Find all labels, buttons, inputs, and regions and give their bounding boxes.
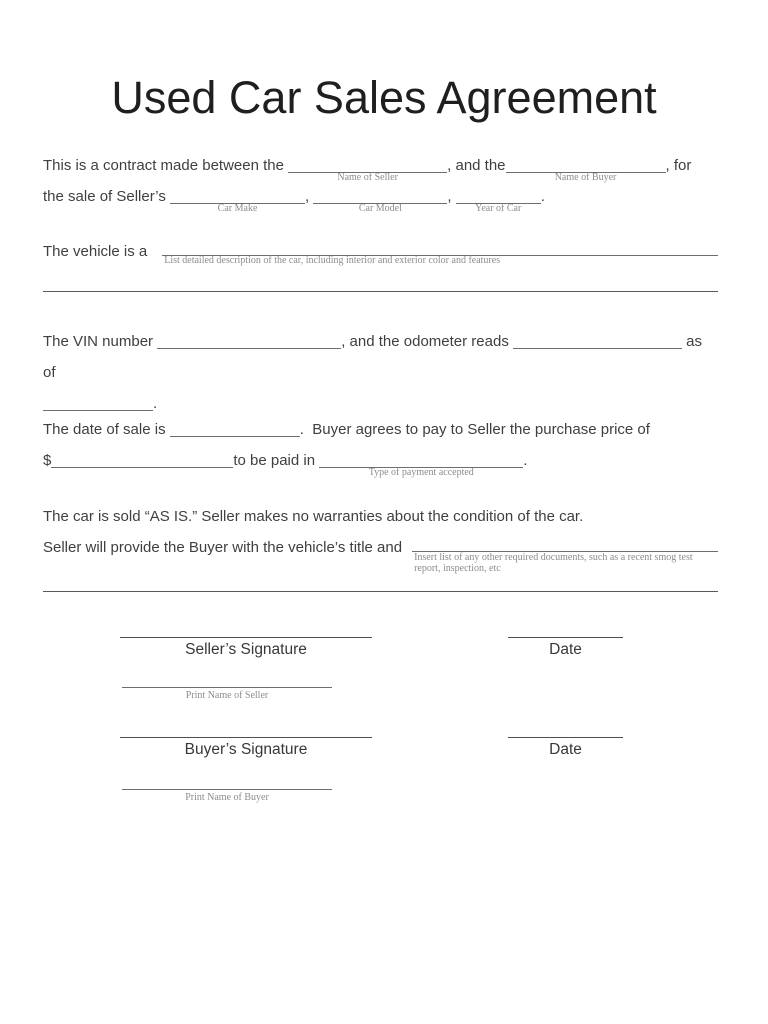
vehicle-description-caption: List detailed description of the car, including interior and exterior color and features [164,255,501,266]
vehicle-paragraph [43,236,718,267]
seller-name-caption: Name of Seller [337,172,398,183]
vin-text-2: , and the odometer reads [341,333,513,350]
seller-print-name-caption: Print Name of Seller [185,690,269,701]
intro-paragraph [43,150,718,212]
buyer-date-line [508,737,623,738]
vin-text-4: . [153,395,158,412]
buyer-print-name-line [122,789,332,790]
documents-blank [412,538,718,574]
intro-text-7: . [540,188,545,205]
car-model-caption: Car Model [358,203,402,214]
buyer-print-name-caption: Print Name of Buyer [185,792,269,803]
vehicle-description-line-2 [43,291,718,292]
seller-name-blank [288,159,447,183]
buyer-name-blank [506,159,666,183]
vehicle-text: The vehicle is a [43,243,148,260]
seller-signature-label: Seller’s Signature [185,641,307,658]
documents-line-2 [43,591,718,592]
provide-paragraph [43,532,718,574]
page-title: Used Car Sales Agreement [111,72,657,123]
vin-number-blank [157,335,341,349]
seller-date-label: Date [549,641,582,658]
sale-paragraph [43,414,718,476]
seller-date-line [508,637,623,638]
vin-text-1: The VIN number [43,333,158,350]
intro-text-6: , [447,188,456,205]
as-is-paragraph: The car is sold “AS IS.” Seller makes no warranties about the condition of the car. [43,508,584,525]
sale-text-5: . [523,452,528,469]
sale-text-2: . Buyer agrees to pay to Seller the purchase price of [299,421,650,438]
odometer-date-blank [43,397,153,411]
buyer-date-label: Date [549,741,582,758]
intro-text-4: the sale of Seller’s [43,188,171,205]
intro-text-2: , and the [447,157,506,174]
document-content [43,0,718,1024]
buyer-signature-label: Buyer’s Signature [184,741,308,758]
car-make-caption: Car Make [217,203,258,214]
sale-date-blank [170,423,300,437]
buyer-name-caption: Name of Buyer [554,172,617,183]
sale-text-3: $ [43,452,52,469]
odometer-blank [513,335,682,349]
car-year-caption: Year of Car [475,203,522,214]
vin-text-3: as of [43,333,703,381]
sale-text-4: to be paid in [233,452,320,469]
documents-caption: Insert list of any other required documents, such as a recent smog test report, inspection, etc [414,552,693,574]
payment-type-caption: Type of payment accepted [368,467,474,478]
car-make-blank [170,190,305,214]
vehicle-description-blank [162,242,718,266]
provide-text: Seller will provide the Buyer with the vehicle’s title and [43,539,403,556]
payment-type-blank [319,454,523,478]
buyer-signature-line [120,737,372,738]
intro-text-5: , [305,188,314,205]
intro-text-1: This is a contract made between the [43,157,289,174]
car-model-blank [313,190,447,214]
price-blank [51,454,233,468]
seller-signature-line [120,637,372,638]
seller-print-name-line [122,687,332,688]
vin-paragraph [43,326,718,419]
intro-text-3: , for [665,157,692,174]
sale-text-1: The date of sale is [43,421,170,438]
car-year-blank [456,190,541,214]
